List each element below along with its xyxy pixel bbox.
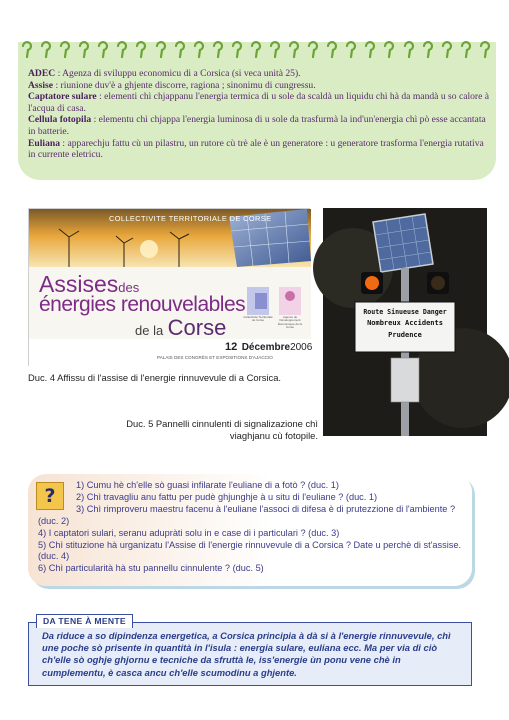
poster-date: 12 Décembre2006 (225, 341, 313, 353)
spiral-ring-icon (363, 40, 375, 60)
spiral-ring-icon (478, 40, 490, 60)
spiral-ring-icon (96, 40, 108, 60)
spiral-ring-icon (459, 40, 471, 60)
spiral-binding (20, 40, 490, 60)
energy-poster-image (28, 208, 313, 366)
caption-duc5: Duc. 5 Pannelli cinnulenti di signalizazione chì viaghjanu cù fotopile. (126, 418, 318, 441)
question-line: (duc. 4) (38, 551, 70, 562)
question-line: 3) Chì rimproveru maestru facenu à l'euliane l'associ di difesa è di prutezzione di l'ambiente ? (76, 503, 456, 514)
spiral-ring-icon (58, 40, 70, 60)
spiral-ring-icon (173, 40, 185, 60)
spiral-ring-icon (134, 40, 146, 60)
question-mark-icon: ? (36, 482, 64, 510)
memo-title: DA TENE À MENTE (36, 614, 133, 628)
glossary-entry: Assise : riunione duv'è a ghjente discorre, ragiona ; sinonimu di cungressu. (28, 79, 316, 91)
glossary-entry: Cellula fotopila : elementu chì chjappa l'energia luminosa di u sole da trasfurmà la ind'un'energia chì pò esse accantata in batterie. (28, 114, 486, 137)
spiral-ring-icon (287, 40, 299, 60)
questions-list (38, 480, 468, 575)
poster-header: COLLECTIVITE TERRITORIALE DE CORSE (109, 214, 272, 223)
poster-title-line2: énergies renouvelables (39, 293, 246, 316)
poster-venue: PALAIS DES CONGRÈS ET EXPOSITIONS D'AJACCIO (157, 355, 273, 360)
spiral-ring-icon (325, 40, 337, 60)
spiral-ring-icon (77, 40, 89, 60)
glossary-list (28, 68, 490, 161)
spiral-ring-icon (20, 40, 32, 60)
spiral-ring-icon (39, 40, 51, 60)
poster-logo-ctc: Collectivité Territoriale de Corse (243, 315, 273, 323)
question-line: 2) Chì travagliu anu fattu per pudè ghjunghje à u situ di l'euliane ? (duc. 1) (76, 491, 378, 502)
spiral-ring-icon (382, 40, 394, 60)
question-line: 1) Cumu hè ch'elle sò guasi infilarate l'euliane di a fotò ? (duc. 1) (76, 480, 339, 490)
spiral-ring-icon (344, 40, 356, 60)
spiral-ring-icon (115, 40, 127, 60)
glossary-entry: ADEC : Agenza di sviluppu economicu di a Corsica (si veca unità 25). (28, 68, 301, 79)
poster-logo-adec: Agence de Développement Économique de la Corse (277, 315, 303, 330)
spiral-ring-icon (402, 40, 414, 60)
spiral-ring-icon (249, 40, 261, 60)
glossary-entry: Euliana : apparechju fattu cù un pilastru, un rutore cù trè ale è un generatore : u generatore trasforma l'energia rutativa in currente eletricu. (28, 137, 484, 161)
spiral-ring-icon (154, 40, 166, 60)
caption-duc4: Duc. 4 Affissu di l'assise di l'energie rinnuvevule di a Corsica. (28, 372, 282, 383)
question-line: (duc. 2) (38, 515, 70, 526)
memo-text: Da riduce a so dipindenza energetica, a Corsica principia à dà si à l'energie rinnuvevule, chì une poche sò prisente in quantità in l'isula : energia sulare, euliana ecc. Ma per via di ciò ch'elle sò oghje ghjornu e tecniche da sfruttà le, iss'energie ùn ponu vene chè in cumplementu, è casca ancu ch'elle scumodinu a ghjente. (42, 630, 451, 678)
poster-title-line3: de la Corse (135, 315, 227, 340)
spiral-ring-icon (440, 40, 452, 60)
spiral-ring-icon (306, 40, 318, 60)
spiral-ring-icon (421, 40, 433, 60)
spiral-ring-icon (230, 40, 242, 60)
question-line: 5) Chì stituzione hà urganizatu l'Assise di l'energie rinnuvevule di a Corsica ? Date u perchè di st'assise. (38, 539, 462, 550)
spiral-ring-icon (268, 40, 280, 60)
spiral-ring-icon (192, 40, 204, 60)
glossary-entry: Captatore sulare : elementi chì chjappanu l'energia termica di u sole da scaldà un liquidu chì hà da mandà u so calore à l'acqua di casa. (28, 91, 490, 114)
question-line: 6) Chì particularità hà stu pannellu cinnulente ? (duc. 5) (38, 563, 264, 574)
poster-title: Assisesdes (39, 271, 140, 297)
question-line: 4) I captatori sulari, seranu adupràti solu in e case di i particulari ? (duc. 3) (38, 527, 340, 538)
solar-road-sign-photo (323, 208, 487, 436)
spiral-ring-icon (211, 40, 223, 60)
sign-text: Route Sinueuse Danger Nombreux Accidents Prudence (363, 308, 447, 339)
